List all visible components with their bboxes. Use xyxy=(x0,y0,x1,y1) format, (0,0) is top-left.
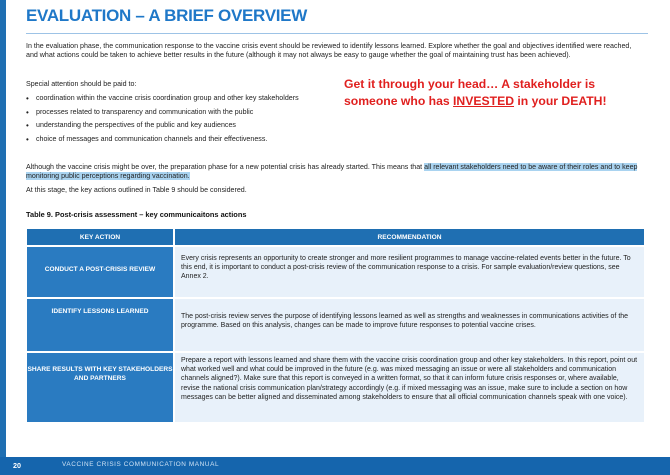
bullet-item: • processes related to transparency and communication with the public xyxy=(26,108,299,122)
recommendation-cell: Prepare a report with lessons learned and share them with the vaccine crisis coordination group and other key stakeholders. In this report, point out what worked well and what could be improved in the future (e.g. was mixed messaging an issue or were all stakeholders and communication channels aligned?). Make sure that this report is conveyed in a written format, so that it can inform future crisis responses or, where available, revise the national crisis communication plan/strategy accordingly (e.g. if mixed messaging was an issue, make sure to include a section on how messages can be better aligned and disseminated among stakeholders to ensure that all official communication channels speak with one voice). xyxy=(174,352,644,422)
bullet-item: • choice of messages and communication channels and their effectiveness. xyxy=(26,135,299,149)
special-attention-label: Special attention should be paid to: xyxy=(26,80,137,88)
post-crisis-table xyxy=(27,229,644,422)
annotation-line-2 xyxy=(344,94,607,108)
table-header-row xyxy=(27,229,644,246)
annotation-line-2-start: someone who has xyxy=(344,94,454,108)
table-row xyxy=(27,298,644,352)
key-actions-paragraph: At this stage, the key actions outlined in Table 9 should be considered. xyxy=(26,186,247,194)
manual-title: VACCINE CRISIS COMMUNICATION MANUAL xyxy=(62,461,220,468)
annotation-line-1: Get it through your head… A stakeholder is xyxy=(344,77,596,91)
key-action-cell: IDENTIFY LESSONS LEARNED xyxy=(27,298,174,352)
annotation-underlined-word: INVESTED xyxy=(453,94,514,108)
page-footer xyxy=(0,457,670,475)
intro-paragraph: In the evaluation phase, the communication response to the vaccine crisis event should be reviewed to identify lessons learned. Explore whether the goal and objectives identified were reached, and what actions could be taken to achieve better results in the future (although it may not always be easy to gauge whether the goal of maintaining trust has been achieved). xyxy=(26,42,632,60)
page-number: 20 xyxy=(13,461,21,470)
key-action-cell: CONDUCT A POST-CRISIS REVIEW xyxy=(27,246,174,298)
preparation-text: Although the vaccine crisis might be over, the preparation phase for a new potential crisis has already started. This means that xyxy=(26,163,425,171)
highlighted-text: all relevant stakeholders need to be aware of their roles and to keep monitoring public perceptions regarding vaccination. xyxy=(26,163,638,181)
header-recommendation: RECOMMENDATION xyxy=(174,229,644,246)
table-title: Table 9. Post-crisis assessment – key communicaitons actions xyxy=(26,210,247,219)
recommendation-cell: The post-crisis review serves the purpose of identifying lessons learned as well as strengths and weaknesses in communications activities of the programme. Based on this analysis, changes can be made to improve future responses to potential vaccine crises. xyxy=(174,298,644,352)
key-action-cell: SHARE RESULTS WITH KEY STAKEHOLDERS AND PARTNERS xyxy=(27,352,174,422)
header-key-action: KEY ACTION xyxy=(27,229,174,246)
table-row xyxy=(27,246,644,298)
bullet-item: • understanding the perspectives of the public and key audiences xyxy=(26,121,299,135)
annotation-line-2-end: in your DEATH! xyxy=(514,94,607,108)
preparation-paragraph xyxy=(26,163,646,182)
page-title: EVALUATION – A BRIEF OVERVIEW xyxy=(26,6,307,25)
bullet-item: • coordination within the vaccine crisis coordination group and other key stakeholders xyxy=(26,94,299,108)
recommendation-cell: Every crisis represents an opportunity to create stronger and more resilient programmes to manage vaccine-related events better in the future. To this end, it is important to conduct a post-crisis review of the communication response to a crisis. For sample evaluation/review questions, see Annex 2. xyxy=(174,246,644,298)
left-accent-bar xyxy=(0,0,6,457)
table-row xyxy=(27,352,644,422)
attention-bullet-list xyxy=(26,94,299,148)
title-divider xyxy=(26,33,648,34)
